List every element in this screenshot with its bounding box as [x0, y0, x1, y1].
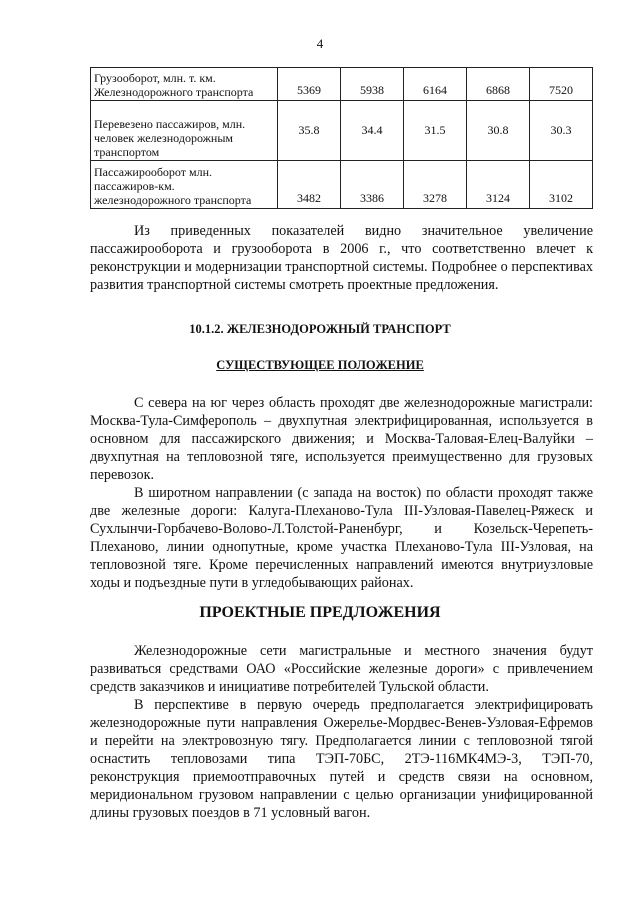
- table-cell: 3482: [278, 161, 341, 209]
- proposals-block: [90, 642, 593, 822]
- table-cell: 7520: [530, 68, 593, 101]
- table-row: [91, 101, 593, 161]
- table-cell: 30.8: [467, 101, 530, 161]
- row-label: Грузооборот, млн. т. км. Железнодорожного транспорта: [91, 68, 278, 101]
- table-cell: 31.5: [404, 101, 467, 161]
- intro-paragraph: Из приведенных показателей видно значительное увеличение пассажирооборота и грузооборота в 2006 г., что соответственно влечет к реконструкции и модернизации транспортной системы. Подробнее о перспективах развития транспортной системы смотреть проектные предложения.: [90, 223, 593, 293]
- table-cell: 3386: [341, 161, 404, 209]
- table-row: [91, 161, 593, 209]
- table-cell: 6868: [467, 68, 530, 101]
- existing-heading: [0, 358, 640, 373]
- row-label: Перевезено пассажиров, млн. человек железнодорожным транспортом: [91, 101, 278, 161]
- table-cell: 5938: [341, 68, 404, 101]
- table-cell: 5369: [278, 68, 341, 101]
- section-heading: 10.1.2. ЖЕЛЕЗНОДОРОЖНЫЙ ТРАНСПОРТ: [189, 322, 451, 336]
- existing-block: [90, 394, 593, 592]
- proposals-heading: ПРОЕКТНЫЕ ПРЕДЛОЖЕНИЯ: [199, 604, 441, 621]
- paragraph: Железнодорожные сети магистральные и местного значения будут развиваться средствами ОАО «Российские железные дороги» с привлечением средств заказчиков и инициативе потребителей Тульской области.: [90, 643, 593, 695]
- row-label: Пассажирооборот млн. пассажиров-км. железнодорожного транспорта: [91, 161, 278, 209]
- table-cell: 35.8: [278, 101, 341, 161]
- table-cell: 3124: [467, 161, 530, 209]
- intro-block: [90, 222, 593, 294]
- table-cell: 30.3: [530, 101, 593, 161]
- page-number: 4: [316, 36, 324, 51]
- table-cell: 3102: [530, 161, 593, 209]
- table-cell: 6164: [404, 68, 467, 101]
- paragraph: В перспективе в первую очередь предполагается электрифицировать железнодорожные пути направления Ожерелье-Мордвес-Венев-Узловая-Ефремов и перейти на электровозную тягу. Предполагается линии с тепловозной тягой оснастить тепловозами типа ТЭП-70БС, 2ТЭ-116МК4МЭ-3, ТЭП-70, реконструкция приемоотправочных путей и средств связи на основном, меридиональном грузовом направлении с целью организации унифицированной длины грузовых поездов в 71 условный вагон.: [90, 697, 593, 821]
- table-cell: 34.4: [341, 101, 404, 161]
- existing-heading-text: СУЩЕСТВУЮЩЕЕ ПОЛОЖЕНИЕ: [216, 358, 424, 372]
- statistics-table: [90, 67, 593, 209]
- table-cell: 3278: [404, 161, 467, 209]
- paragraph: В широтном направлении (с запада на восток) по области проходят также две железные дороги: Калуга-Плеханово-Тула III-Узловая-Павелец-Ряжеск и Сухлынчи-Горбачево-Волово-Л.Толстой-Раненбург, и Козельск-Черепеть-Плеханово, линии однопутные, кроме участка Плеханово-Тула III-Узловая, на тепловозной тяге. Кроме перечисленных направлений имеются внутриузловые ходы и подъездные пути в угледобывающих районах.: [90, 485, 593, 591]
- table-row: [91, 68, 593, 101]
- paragraph: С севера на юг через область проходят две железнодорожные магистрали: Москва-Тула-Симферополь – двухпутная электрифицированная, используется в основном для пассажирского движения; и Москва-Таловая-Елец-Валуйки – двухпутная на тепловозной тяге, используется преимущественно для грузовых перевозок.: [90, 395, 593, 483]
